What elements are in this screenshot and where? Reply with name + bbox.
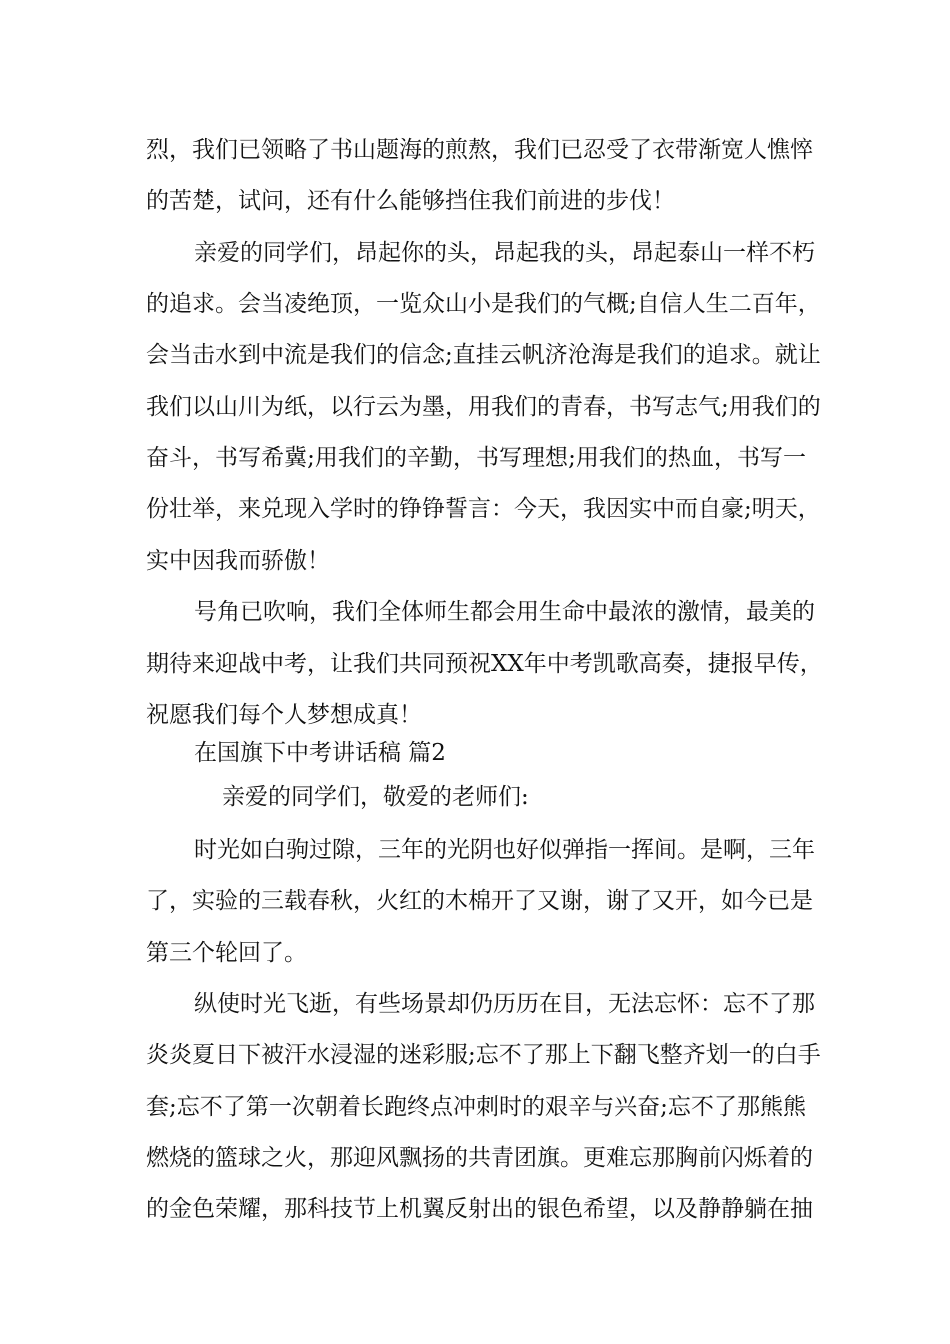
paragraph-line: 的苦楚，试问，还有什么能够挡住我们前进的步伐！: [146, 188, 675, 214]
paragraph-line: 了，实验的三载春秋，火红的木棉开了又谢，谢了又开，如今已是: [146, 888, 813, 914]
paragraph-line: 烈，我们已领略了书山题海的煎熬，我们已忍受了衣带渐宽人憔悴: [146, 137, 813, 163]
paragraph-line: 祝愿我们每个人梦想成真！: [146, 702, 422, 728]
section-heading: 在国旗下中考讲话稿 篇2: [194, 740, 446, 766]
paragraph-line: 实中因我而骄傲！: [146, 548, 330, 574]
paragraph-first-line: 号角已吹响，我们全体师生都会用生命中最浓的激情，最美的: [194, 599, 815, 625]
paragraph-line: 份壮举，来兑现入学时的铮铮誓言：今天，我因实中而自豪;明天，: [146, 496, 821, 522]
paragraph-first-line: 纵使时光飞逝，有些场景却仍历历在目，无法忘怀：忘不了那: [194, 991, 815, 1017]
paragraph-first-line: 时光如白驹过隙，三年的光阴也好似弹指一挥间。是啊，三年: [194, 837, 815, 863]
paragraph-line: 套;忘不了第一次朝着长跑终点冲刺时的艰辛与兴奋;忘不了那熊熊: [146, 1094, 806, 1120]
paragraph-line: 奋斗，书写希冀;用我们的辛勤，书写理想;用我们的热血，书写一: [146, 445, 806, 471]
salutation: 亲爱的同学们，敬爱的老师们:: [222, 784, 529, 810]
paragraph-line: 第三个轮回了。: [146, 940, 307, 966]
paragraph-line: 炎炎夏日下被汗水浸湿的迷彩服;忘不了那上下翻飞整齐划一的白手: [146, 1042, 821, 1068]
paragraph-line: 我们以山川为纸，以行云为墨，用我们的青春，书写志气;用我们的: [146, 394, 821, 420]
paragraph-line: 的追求。会当凌绝顶，一览众山小是我们的气概;自信人生二百年，: [146, 291, 821, 317]
paragraph-line: 期待来迎战中考，让我们共同预祝XX年中考凯歌高奏，捷报早传，: [146, 651, 823, 677]
paragraph-line: 燃烧的篮球之火，那迎风飘扬的共青团旗。更难忘那胸前闪烁着的: [146, 1145, 813, 1171]
paragraph-line: 的金色荣耀，那科技节上机翼反射出的银色希望，以及静静躺在抽: [146, 1196, 813, 1222]
paragraph-line: 会当击水到中流是我们的信念;直挂云帆济沧海是我们的追求。就让: [146, 342, 821, 368]
paragraph-first-line: 亲爱的同学们，昂起你的头，昂起我的头，昂起泰山一样不朽: [194, 240, 815, 266]
